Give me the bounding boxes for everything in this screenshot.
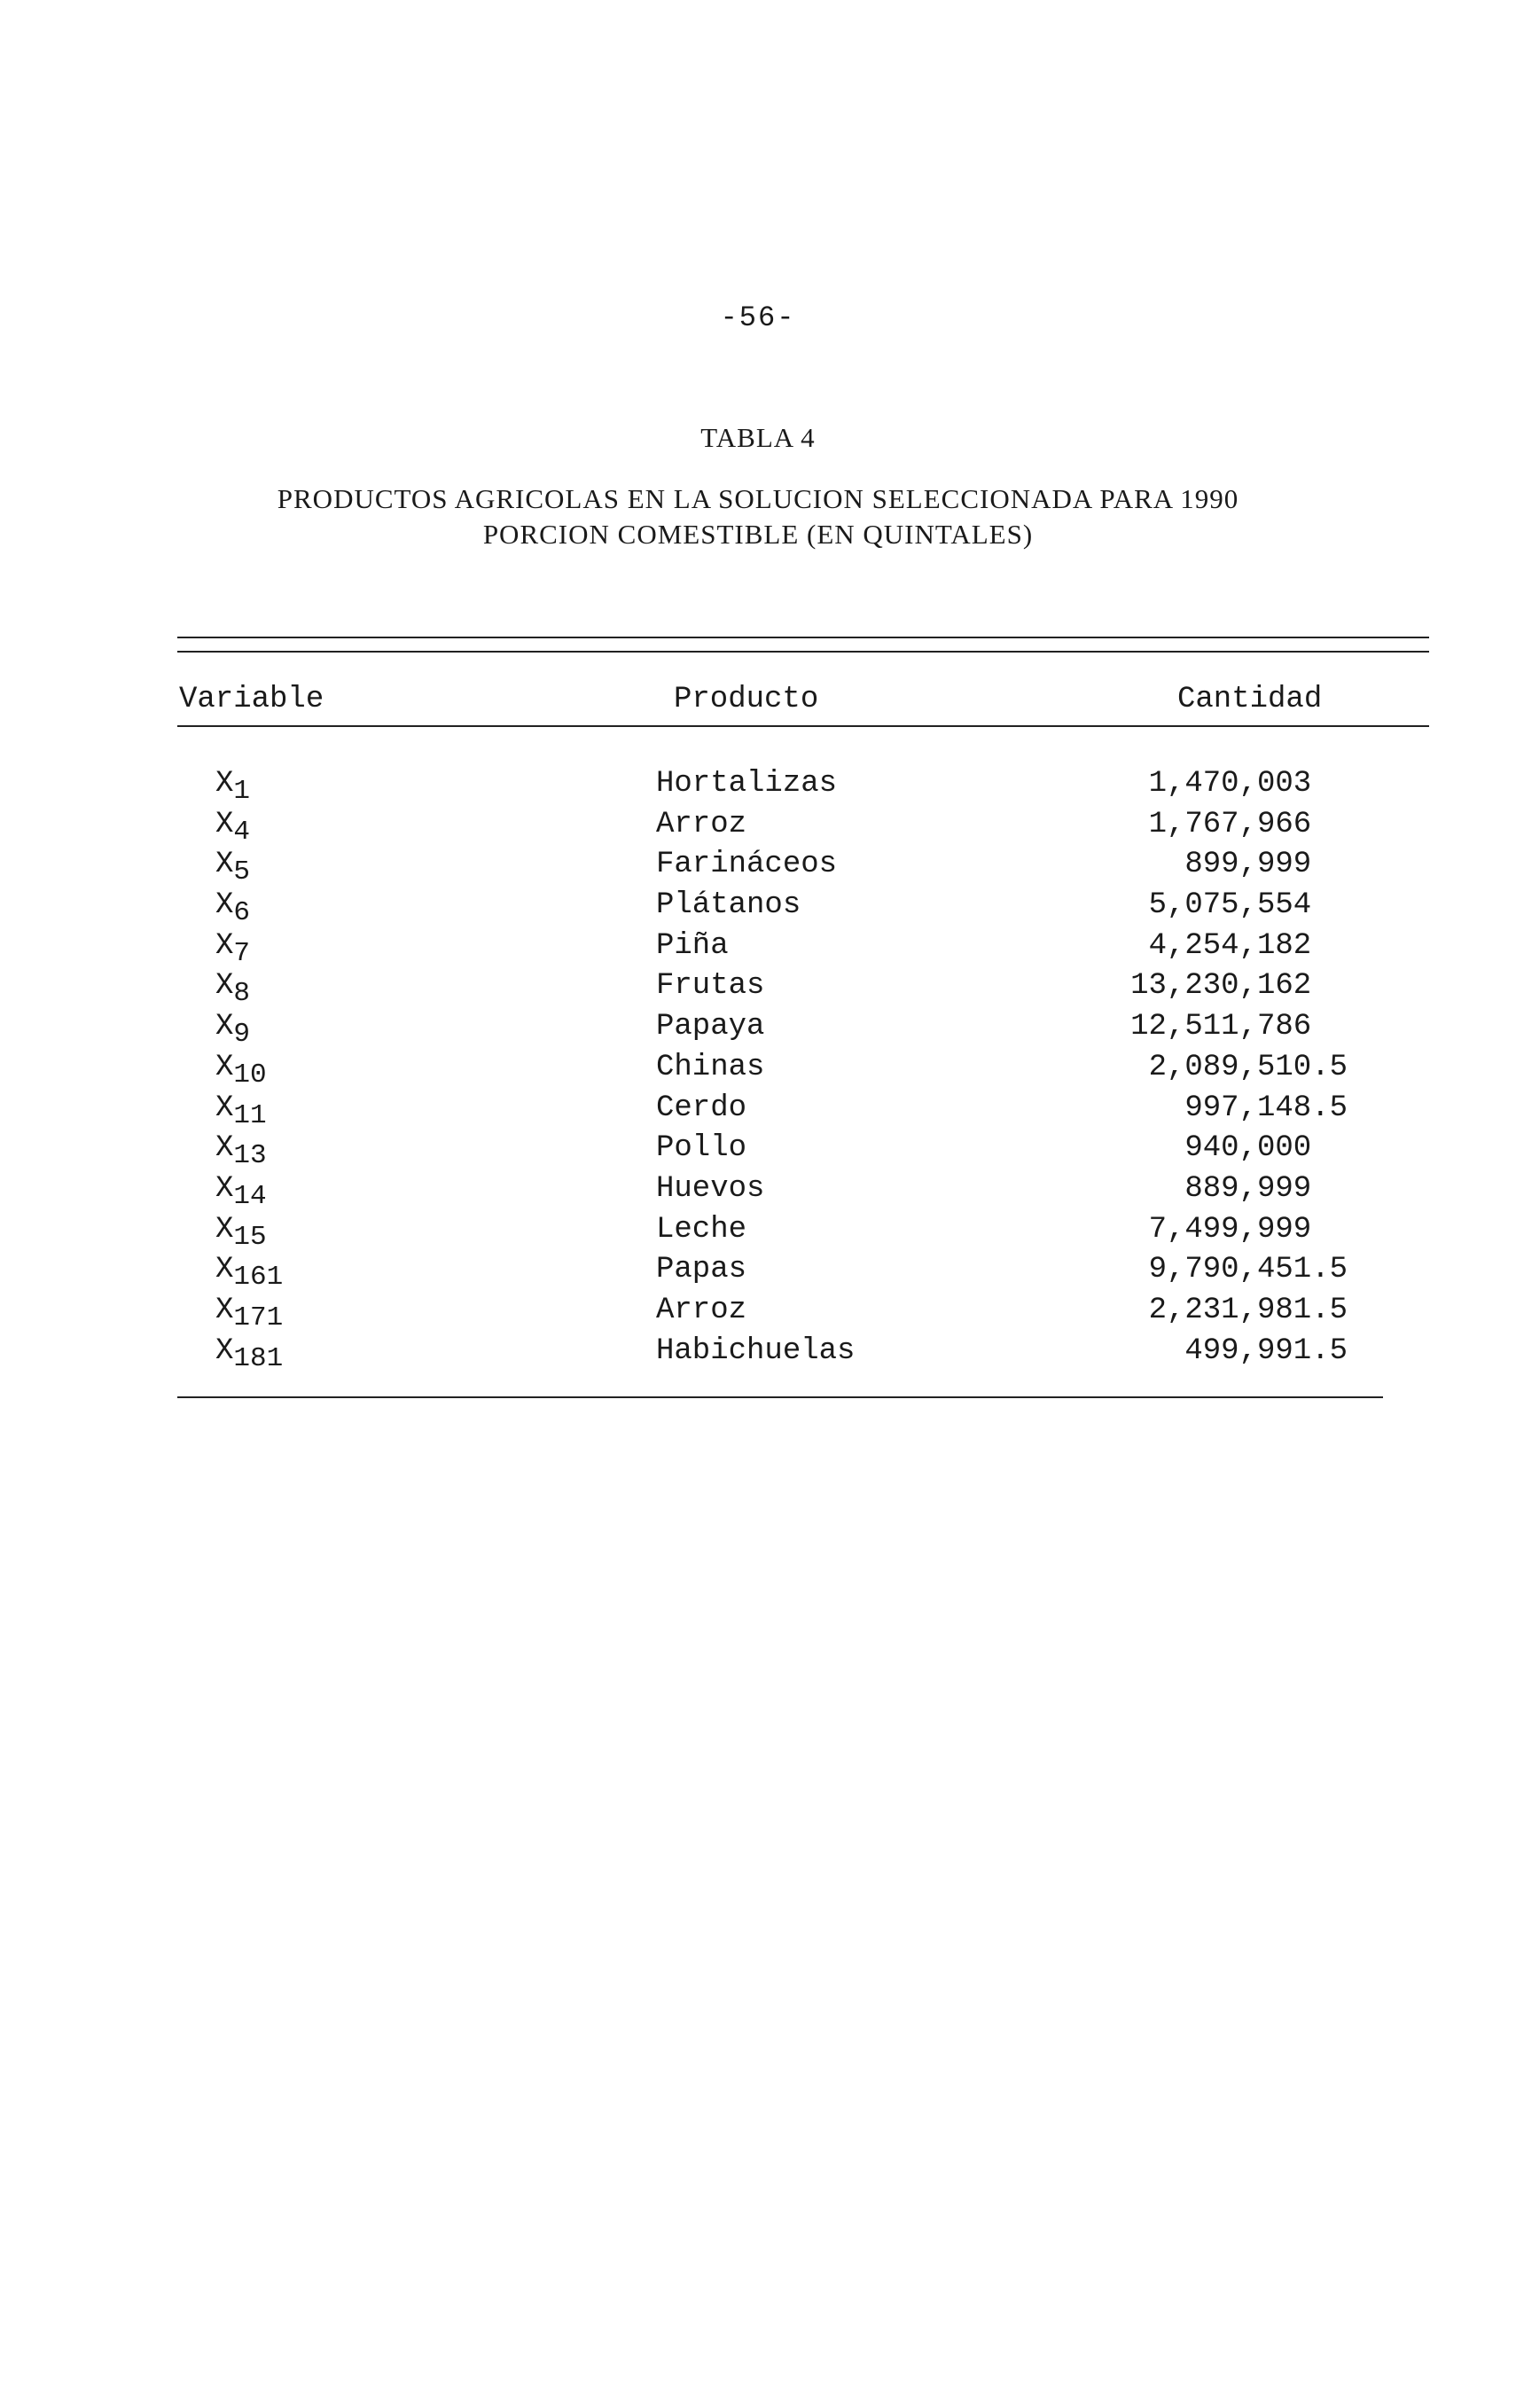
cantidad-cell: 1,767,966 [1148,807,1348,841]
variable-cell [215,886,251,929]
top-rule-1 [177,637,1429,638]
table-row [0,1129,1516,1172]
variable-symbol: X [215,1171,234,1206]
producto-cell: Papas [656,1253,747,1287]
variable-subscript: 8 [233,978,251,1010]
producto-cell: Leche [656,1212,747,1247]
variable-symbol: X [215,767,234,801]
variable-cell [215,1089,267,1130]
table-row [0,886,1516,929]
cantidad-cell: 2,231,981.5 [1148,1293,1348,1327]
table-label: TABLA 4 [700,422,816,453]
producto-cell: Farináceos [656,848,838,882]
variable-subscript: 6 [233,897,251,929]
variable-cell [215,805,250,846]
table-body [0,764,1516,1372]
variable-cell [215,1048,267,1089]
producto-cell: Hortalizas [656,767,838,801]
variable-cell [215,1169,267,1210]
table-row [0,1291,1516,1332]
variable-subscript: 9 [233,1019,251,1051]
variable-subscript: 171 [233,1302,284,1333]
variable-cell [215,1291,283,1332]
variable-cell [215,1007,251,1051]
variable-subscript: 13 [233,1140,267,1172]
variable-subscript: 161 [233,1262,284,1294]
variable-subscript: 10 [233,1059,267,1091]
cantidad-cell: 499,991.5 [1184,1333,1348,1368]
header-cantidad: Cantidad [1177,683,1323,716]
variable-subscript: 5 [233,856,251,888]
table-row [0,926,1516,967]
cantidad-cell: 13,230,162 [1130,969,1348,1004]
variable-subscript: 1 [233,776,251,807]
table-row [0,805,1516,846]
top-rule-2 [177,651,1429,653]
variable-symbol: X [215,1293,234,1327]
producto-cell: Cerdo [656,1091,747,1125]
cantidad-cell: 997,148.5 [1184,1091,1348,1125]
producto-cell: Piña [656,928,729,963]
table-row [0,845,1516,886]
cantidad-cell: 2,089,510.5 [1148,1050,1348,1084]
cantidad-cell: 5,075,554 [1148,888,1348,923]
table-row [0,1089,1516,1130]
table-title-line2: PORCION COMESTIBLE (EN QUINTALES) [482,519,1034,550]
variable-cell [215,1332,283,1372]
table-row [0,764,1516,805]
variable-symbol: X [215,1333,234,1368]
variable-cell [215,1210,267,1251]
cantidad-cell: 12,511,786 [1130,1010,1348,1044]
producto-cell: Pollo [656,1131,747,1166]
variable-subscript: 14 [233,1180,267,1212]
variable-cell [215,1250,284,1294]
variable-symbol: X [215,1091,234,1125]
variable-symbol: X [215,1253,234,1287]
table-row [0,1048,1516,1089]
page-number: -56- [720,301,796,334]
variable-symbol: X [215,888,234,923]
variable-cell [215,845,250,886]
variable-symbol: X [215,928,234,963]
variable-subscript: 181 [233,1342,284,1374]
variable-subscript: 4 [233,816,251,848]
variable-symbol: X [215,1131,234,1166]
table-row [0,1169,1516,1210]
table-row [0,1250,1516,1294]
variable-cell [215,764,250,805]
producto-cell: Habichuelas [656,1333,856,1368]
table-row [0,1210,1516,1251]
cantidad-cell: 940,000 [1184,1131,1348,1166]
table-title-line1: PRODUCTOS AGRICOLAS EN LA SOLUCION SELECCIONADA PARA 1990 [277,483,1239,514]
variable-symbol: X [215,969,234,1004]
table-row [0,966,1516,1010]
variable-cell [215,1129,267,1172]
cantidad-cell: 1,470,003 [1148,767,1348,801]
variable-symbol: X [215,807,234,841]
cantidad-cell: 9,790,451.5 [1148,1253,1348,1287]
variable-symbol: X [215,848,234,882]
cantidad-cell: 899,999 [1184,848,1348,882]
producto-cell: Arroz [656,1293,747,1327]
variable-cell [215,966,251,1010]
header-rule [177,725,1429,727]
variable-subscript: 7 [233,937,251,969]
table-row [0,1007,1516,1051]
header-producto: Producto [674,683,819,716]
producto-cell: Chinas [656,1050,765,1084]
cantidad-cell: 7,499,999 [1148,1212,1348,1247]
variable-cell [215,926,250,967]
variable-symbol: X [215,1050,234,1084]
producto-cell: Frutas [656,969,765,1004]
producto-cell: Plátanos [656,888,801,923]
variable-subscript: 11 [233,1099,267,1131]
variable-symbol: X [215,1010,234,1044]
variable-subscript: 15 [233,1221,267,1253]
header-variable: Variable [179,683,324,716]
cantidad-cell: 4,254,182 [1148,928,1348,963]
producto-cell: Huevos [656,1171,765,1206]
producto-cell: Arroz [656,807,747,841]
bottom-rule [177,1396,1383,1398]
variable-symbol: X [215,1212,234,1247]
cantidad-cell: 889,999 [1184,1171,1348,1206]
producto-cell: Papaya [656,1010,765,1044]
table-row [0,1332,1516,1372]
